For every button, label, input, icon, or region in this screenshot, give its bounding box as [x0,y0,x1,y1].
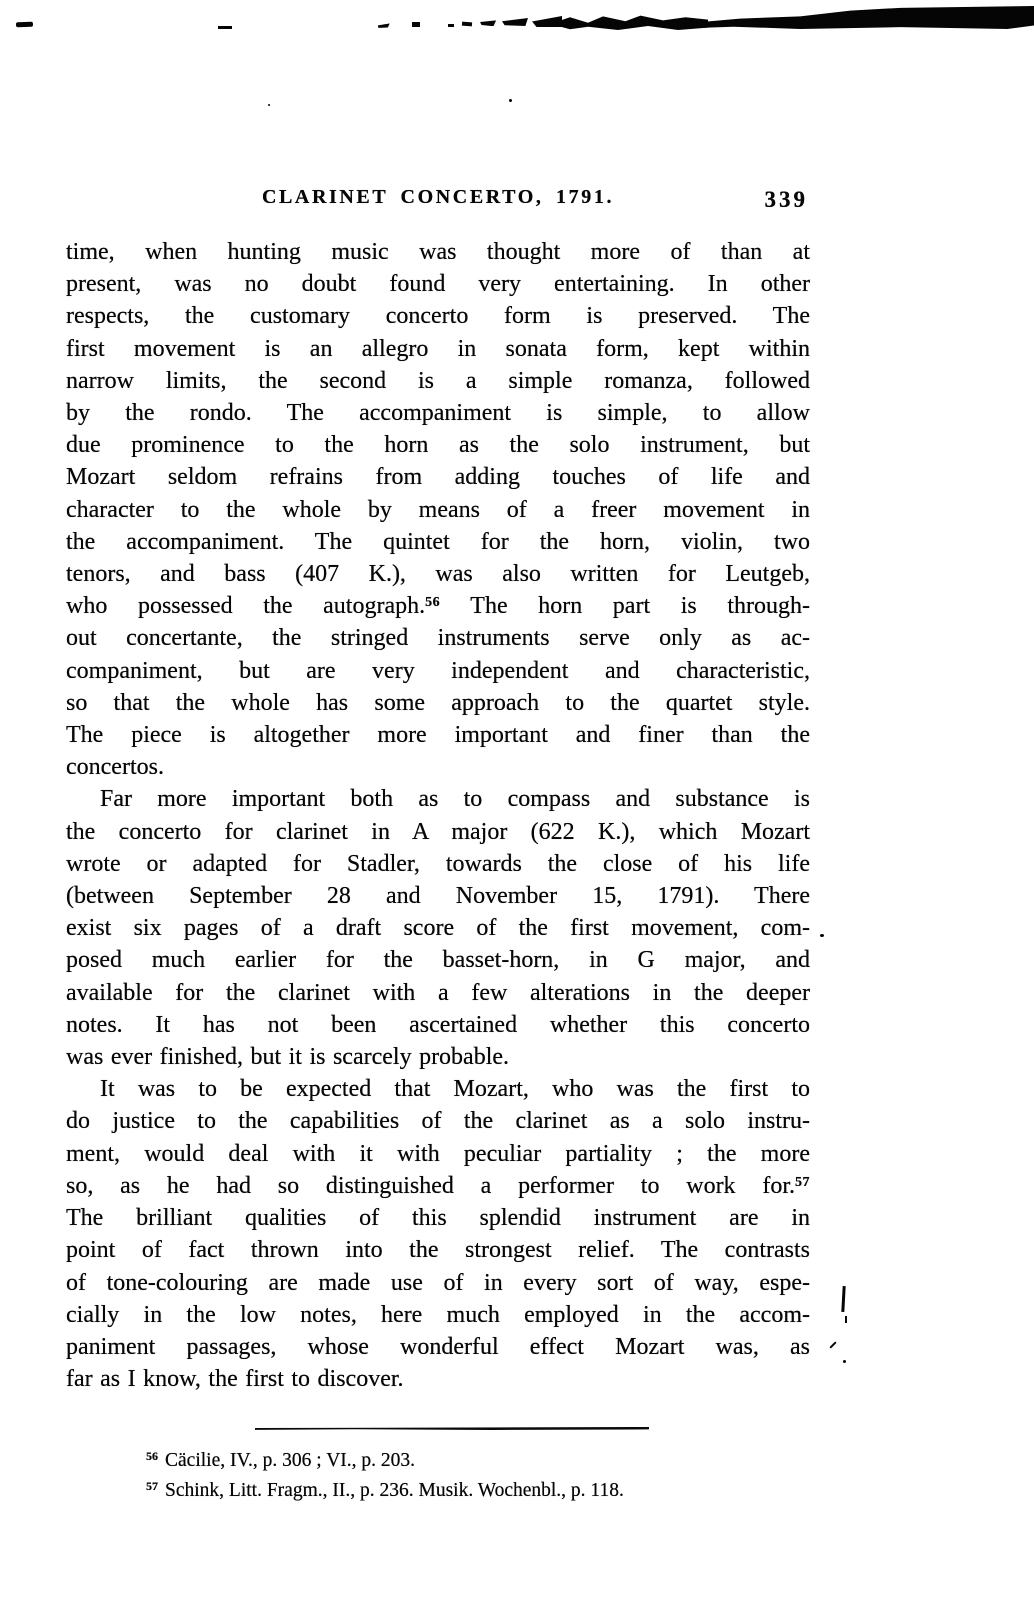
text-line: so that the whole has some approach to the quartet style. [66,689,810,716]
scan-artifact-speckle [378,23,390,28]
footnote-text: Cäcilie, IV., p. 306 ; VI., p. 203. [165,1450,416,1471]
scan-artifact-dot [820,934,824,937]
text-line: point of fact thrown into the strongest relief. The contrasts [66,1237,810,1264]
footnote-marker: 56 [146,1449,158,1463]
text-line: posed much earlier for the basset-horn, in G major, and [66,947,810,974]
text-line: by the rondo. The accompaniment is simple, to allow [66,400,810,427]
scan-artifact-dot [509,99,512,102]
scan-artifact-margin-mark [845,1316,847,1323]
text-line: present, was no doubt found very entertaining. In other [66,271,810,298]
footnote-text: Schink, Litt. Fragm., II., p. 236. Musik. Wochenbl., p. 118. [165,1480,624,1501]
footnote-57 [146,1476,836,1506]
paragraph-1 [66,236,810,783]
page-number: 339 [764,187,808,212]
scan-artifact-streak [558,14,708,30]
running-head [66,186,810,218]
text-line: the accompaniment. The quintet for the horn, violin, two [66,528,810,555]
scan-artifact-speckle [448,24,454,27]
text-line: exist six pages of a draft score of the first movement, com- [66,915,810,942]
text-line: so, as he had so distinguished a performer to work for.$^{57}$ [66,1172,810,1199]
text-line: Mozart seldom refrains from adding touches of life and [66,464,810,491]
text-line: available for the clarinet with a few alterations in the deeper [66,979,810,1006]
footnote-marker: 57 [146,1479,158,1493]
text-line: respects, the customary concerto form is preserved. The [66,303,810,330]
scan-artifact-dash [16,22,33,28]
text-line: The piece is altogether more important and finer than the [66,722,810,749]
text-line: first movement is an allegro in sonata form, kept within [66,335,810,362]
scan-artifact-dot [843,1360,846,1363]
scan-artifact-margin-mark [841,1286,845,1312]
text-line: narrow limits, the second is a simple romanza, followed [66,367,810,394]
scan-artifact-speckle [480,20,496,27]
text-line: the concerto for clarinet in A major (622 K.), which Mozart [66,818,810,845]
footnote-ref: 56 [425,595,441,611]
text-line: far as I know, the first to discover. [66,1366,404,1393]
running-head-title: CLARINET CONCERTO, 1791. [261,186,615,208]
text-line: cially in the low notes, here much employed in the accom- [66,1301,810,1328]
footnotes [146,1446,836,1506]
text-line: out concertante, the stringed instruments serve only as ac- [66,625,810,652]
text-line: companiment, but are very independent and characteristic, [66,657,810,684]
body-text [66,236,810,1395]
text-line: tenors, and bass (407 K.), was also written for Leutgeb, [66,561,810,588]
scan-artifact-top-bar [700,6,1034,29]
paragraph-3 [66,1073,810,1395]
text-line: paniment passages, whose wonderful effect Mozart was, as [66,1333,810,1360]
text-line: of tone-colouring are made use of in every sort of way, espe- [66,1269,810,1296]
text-line: due prominence to the horn as the solo instrument, but [66,432,810,459]
paragraph-2 [66,783,810,1073]
text-line: ment, would deal with it with peculiar partiality ; the more [66,1140,810,1167]
scan-artifact-speckle [502,18,528,26]
text-line: wrote or adapted for Stadler, towards the close of his life [66,850,810,877]
footnote-ref: 57 [795,1174,810,1190]
scan-artifact-dash [218,26,232,29]
text-line: It was to be expected that Mozart, who was the first to [100,1076,810,1103]
scan-artifact-dot [268,104,270,106]
scan-artifact-speckle [462,22,472,27]
scan-artifact-speckle [412,22,420,27]
text-line: time, when hunting music was thought more of than at [66,239,810,265]
text-line: who possessed the autograph.$^{56}$ The horn part is through- [66,593,810,620]
text-line: notes. It has not been ascertained whether this concerto [66,1011,810,1038]
scan-artifact-speckle [532,16,562,27]
text-line: was ever finished, but it is scarcely probable. [66,1044,510,1071]
text-line: do justice to the capabilities of the clarinet as a solo instru- [66,1108,810,1135]
text-line: Far more important both as to compass and substance is [100,786,810,813]
text-line: The brilliant qualities of this splendid instrument are in [66,1205,810,1232]
text-line: (between September 28 and November 15, 1791). There [66,883,810,910]
footnote-separator-rule [255,1427,649,1430]
scan-artifact-margin-mark [829,1341,836,1348]
footnote-56 [146,1446,836,1476]
text-line: concertos. [66,754,164,781]
text-line: character to the whole by means of a freer movement in [66,496,810,523]
